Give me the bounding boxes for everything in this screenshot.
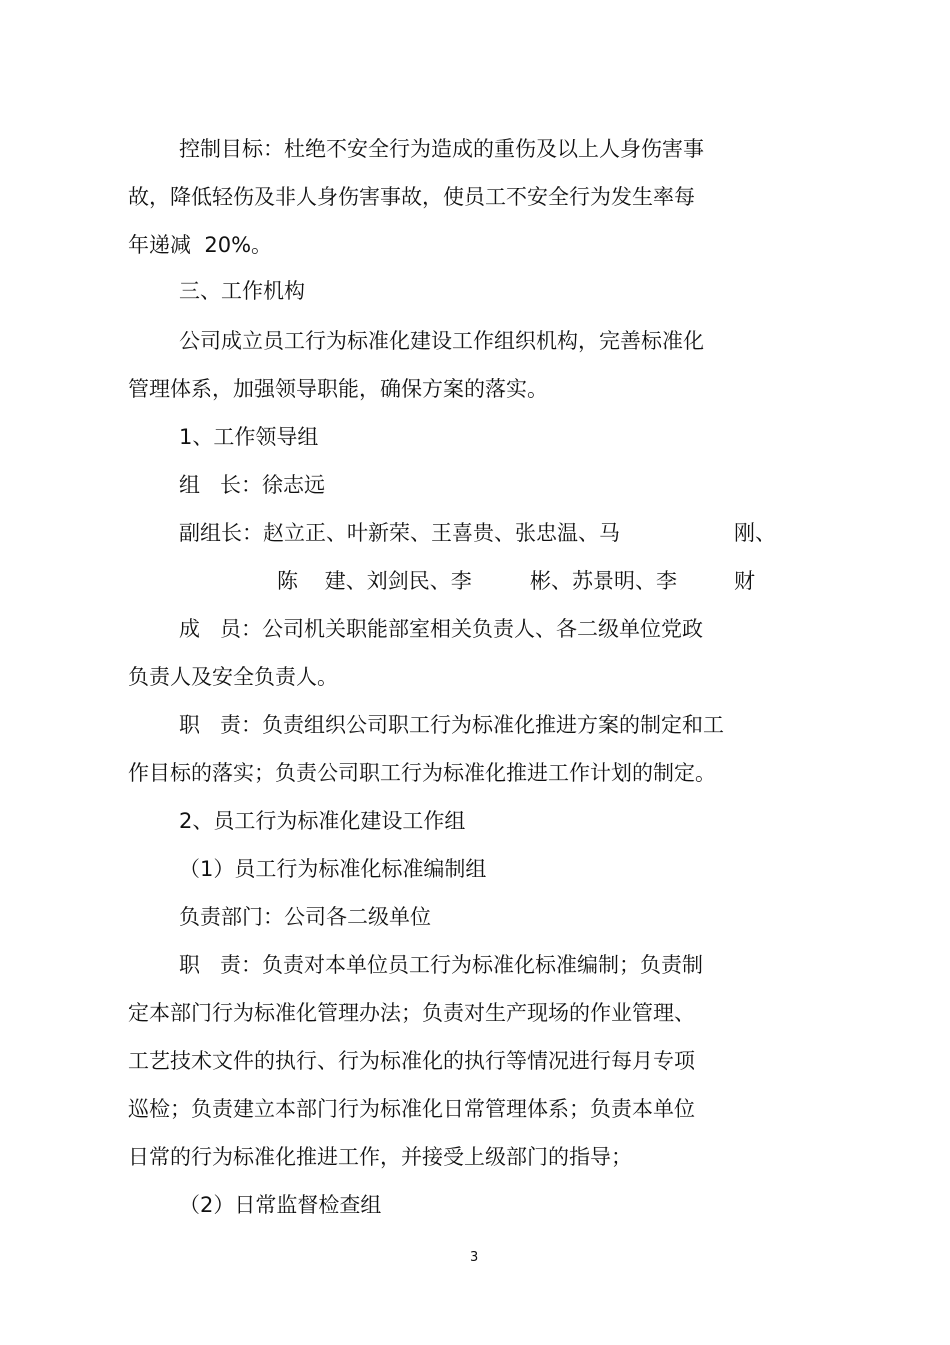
text-line: 工艺技术文件的执行、行为标准化的执行等情况进行每月专项 bbox=[128, 1049, 695, 1073]
page-number: 3 bbox=[470, 1250, 479, 1265]
text-line: 年递减 20%。 bbox=[128, 233, 273, 257]
subsection-heading: 1、工作领导组 bbox=[179, 425, 319, 449]
text-line: 故，降低轻伤及非人身伤害事故，使员工不安全行为发生率每 bbox=[128, 185, 695, 209]
text-line: 作目标的落实；负责公司职工行为标准化推进工作计划的制定。 bbox=[128, 761, 716, 785]
text-line: 管理体系，加强领导职能，确保方案的落实。 bbox=[128, 377, 548, 401]
text-line: 组 长：徐志远 bbox=[179, 473, 326, 497]
subsection-heading: （2）日常监督检查组 bbox=[179, 1193, 382, 1217]
text-line: 陈 建、刘剑民、李 bbox=[277, 569, 472, 593]
text-line: 巡检；负责建立本部门行为标准化日常管理体系；负责本单位 bbox=[128, 1097, 695, 1121]
text-line: 日常的行为标准化推进工作，并接受上级部门的指导； bbox=[128, 1145, 632, 1169]
text-line: 彬、苏景明、李 bbox=[530, 569, 677, 593]
text-line: 职 责：负责对本单位员工行为标准化标准编制；负责制 bbox=[179, 953, 704, 977]
text-line: 负责部门：公司各二级单位 bbox=[179, 905, 431, 929]
text-line: 负责人及安全负责人。 bbox=[128, 665, 338, 689]
section-heading: 三、工作机构 bbox=[179, 279, 305, 303]
text-line: 公司成立员工行为标准化建设工作组织机构，完善标准化 bbox=[179, 329, 704, 353]
subsection-heading: （1）员工行为标准化标准编制组 bbox=[179, 857, 487, 881]
text-line: 副组长：赵立正、叶新荣、王喜贵、张忠温、马 bbox=[179, 521, 620, 545]
text-line: 控制目标：杜绝不安全行为造成的重伤及以上人身伤害事 bbox=[179, 137, 704, 161]
text-line: 职 责：负责组织公司职工行为标准化推进方案的制定和工 bbox=[179, 713, 725, 737]
text-line: 成 员：公司机关职能部室相关负责人、各二级单位党政 bbox=[179, 617, 704, 641]
text-line: 刚、 bbox=[734, 521, 776, 545]
text-line: 定本部门行为标准化管理办法；负责对生产现场的作业管理、 bbox=[128, 1001, 695, 1025]
text-line: 财 bbox=[734, 569, 755, 593]
subsection-heading: 2、员工行为标准化建设工作组 bbox=[179, 809, 466, 833]
